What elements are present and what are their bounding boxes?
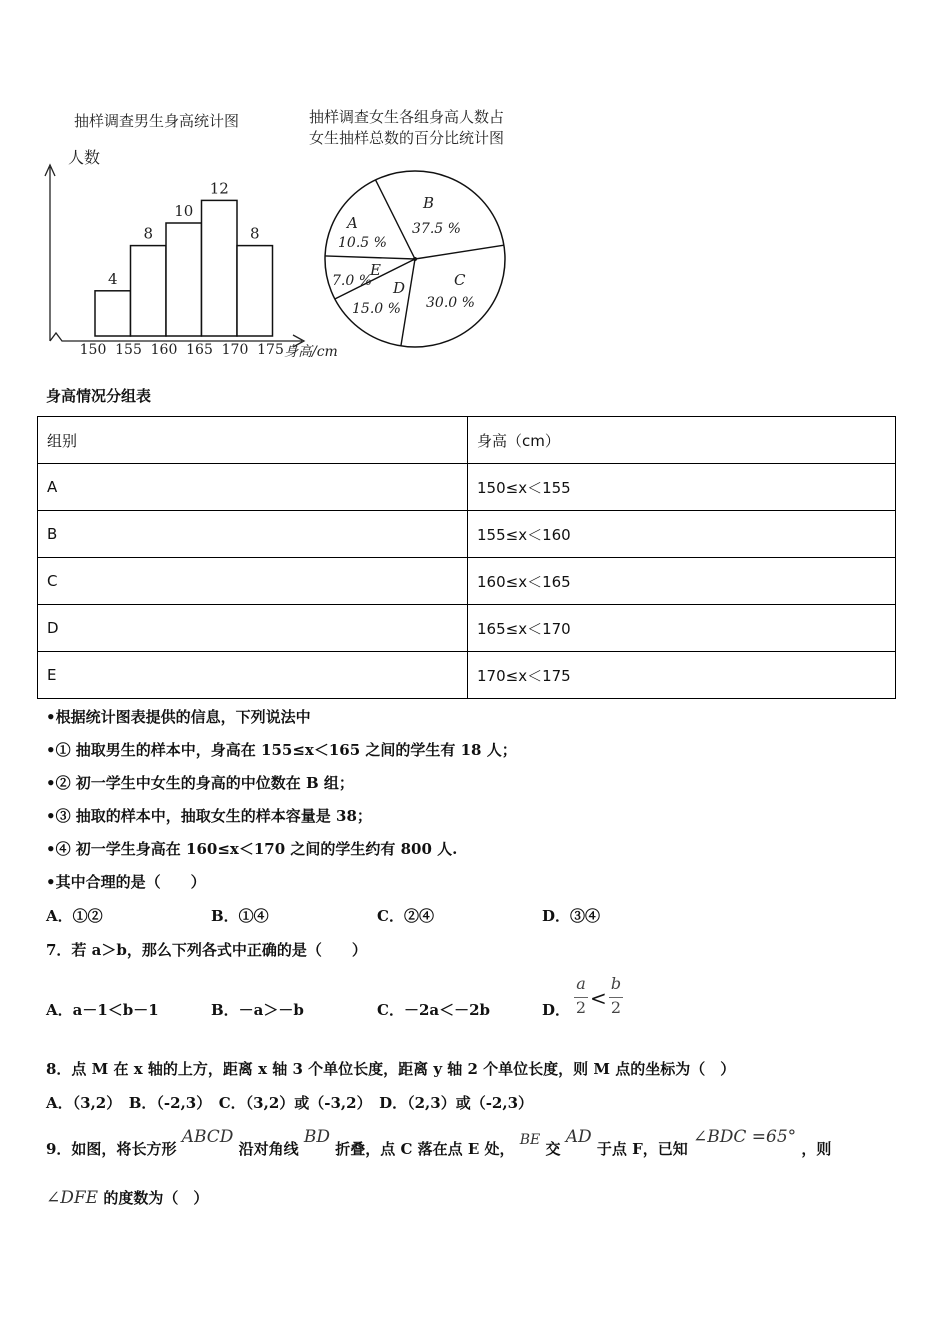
pie-slice-percent-B: 37.5 %: [412, 221, 461, 237]
table-row: [38, 605, 896, 652]
pie-chart-title-line1: 抽样调查女生各组身高人数占: [309, 108, 505, 126]
bar-value-label: 8: [249, 224, 260, 243]
frac-right-numerator: b: [610, 974, 622, 993]
table-row: [38, 511, 896, 558]
height-group-table: [37, 416, 896, 699]
table-caption: 身高情况分组表: [46, 387, 152, 405]
header-group: 组别: [38, 417, 468, 464]
q7-option-b: B．－a＞－b: [211, 1001, 304, 1019]
q9-math-be: BE: [519, 1132, 541, 1148]
header-height: 身高（cm）: [468, 417, 896, 464]
pie-chart: [320, 165, 520, 355]
cell-height-range: 150≤x＜155: [468, 464, 896, 511]
cell-height-range: 160≤x＜165: [468, 558, 896, 605]
bar-value-label: 12: [209, 179, 229, 198]
y-axis-label: 人数: [68, 148, 101, 167]
q6-option-a: A．①②: [46, 907, 103, 925]
q9-text-4: 交: [545, 1140, 561, 1158]
q9-text-7: 的度数为（ ）: [103, 1189, 209, 1207]
table-row: [38, 464, 896, 511]
q9-math-abcd: ABCD: [181, 1127, 234, 1147]
q7-option-a: A．a－1＜b－1: [46, 1001, 159, 1019]
q6-option-d: D．③④: [542, 907, 601, 925]
bar-chart: [36, 145, 338, 365]
bar-160-165: [166, 223, 202, 336]
table-row: [38, 558, 896, 605]
q6-line-5: •④ 初一学生身高在 160≤x＜170 之间的学生约有 800 人.: [46, 840, 458, 858]
bar-value-label: 4: [107, 269, 118, 288]
bar-170-175: [237, 246, 273, 336]
q7-option-d: D．: [542, 1001, 571, 1019]
q6-option-c: C．②④: [377, 907, 434, 925]
pie-slice-label-C: C: [454, 271, 466, 289]
frac-less-than: <: [590, 986, 607, 1010]
frac-left-denominator: 2: [575, 998, 587, 1017]
x-tick-label: 170: [221, 342, 249, 358]
x-tick-label: 155: [115, 342, 142, 358]
q9-math-angle-dfe: ∠DFE: [46, 1188, 99, 1208]
x-tick-label: 160: [150, 342, 178, 358]
table-header-row: [38, 417, 896, 464]
q9-text-1: 9．如图，将长方形: [46, 1140, 177, 1158]
pie-center-dot: [413, 257, 417, 261]
pie-slice-label-D: D: [393, 279, 406, 297]
q6-option-b: B．①④: [211, 907, 269, 925]
q7-stem: 7．若 a＞b，那么下列各式中正确的是（ ）: [46, 941, 367, 959]
cell-group: A: [38, 464, 468, 511]
pie-slice-percent-D: 15.0 %: [352, 301, 401, 317]
cell-height-range: 165≤x＜170: [468, 605, 896, 652]
bar-value-label: 8: [143, 224, 154, 243]
cell-group: B: [38, 511, 468, 558]
pie-slice-label-B: B: [423, 194, 435, 212]
x-tick-label: 150: [79, 342, 107, 358]
cell-group: E: [38, 652, 468, 699]
pie-chart-title-line2: 女生抽样总数的百分比统计图: [309, 129, 505, 147]
bar-value-label: 10: [174, 202, 194, 220]
frac-right-denominator: 2: [610, 998, 622, 1017]
q9-math-bd: BD: [303, 1127, 331, 1147]
q9-stem-line1: [46, 1127, 832, 1159]
bar-150-155: [95, 291, 131, 336]
q9-math-ad: AD: [565, 1127, 592, 1147]
q8-options: A．（3,2） B．（-2,3） C．（3,2）或（-3,2） D．（2,3）或（-2,3）: [46, 1094, 534, 1112]
q6-line-3: •② 初一学生中女生的身高的中位数在 B 组；: [46, 774, 354, 792]
cell-group: D: [38, 605, 468, 652]
q9-text-5: 于点 F，已知: [596, 1140, 688, 1158]
bar-165-170: [202, 200, 238, 336]
q6-line-4: •③ 抽取的样本中，抽取女生的样本容量是 38；: [46, 807, 372, 825]
q7-option-c: C．－2a＜－2b: [377, 1001, 491, 1019]
pie-slice-percent-E: 7.0 %: [332, 273, 373, 289]
x-tick-label: 175: [257, 342, 284, 358]
table-row: [38, 652, 896, 699]
q8-stem: 8．点 M 在 x 轴的上方，距离 x 轴 3 个单位长度，距离 y 轴 2 个单位长度，则 M 点的坐标为（ ）: [46, 1060, 736, 1078]
cell-height-range: 155≤x＜160: [468, 511, 896, 558]
x-tick-label: 165: [186, 342, 213, 358]
cell-height-range: 170≤x＜175: [468, 652, 896, 699]
q6-line-6: •其中合理的是（ ）: [46, 873, 206, 891]
pie-slice-percent-A: 10.5 %: [338, 235, 387, 251]
q9-text-2: 沿对角线: [238, 1140, 299, 1158]
bar-chart-title: 抽样调查男生身高统计图: [74, 112, 240, 130]
q6-line-1: •根据统计图表提供的信息，下列说法中: [46, 708, 311, 726]
q6-line-2: •① 抽取男生的样本中，身高在 155≤x＜165 之间的学生有 18 人；: [46, 741, 517, 759]
q9-stem-line2: [46, 1187, 208, 1208]
q9-text-3: 折叠，点 C 落在点 E 处，: [335, 1140, 515, 1158]
cell-group: C: [38, 558, 468, 605]
q9-math-angle-bdc: ∠BDC =65°: [693, 1127, 797, 1147]
pie-slice-label-A: A: [347, 214, 358, 232]
pie-slice-percent-C: 30.0 %: [426, 295, 475, 311]
bar-155-160: [131, 246, 167, 336]
frac-left-numerator: a: [576, 974, 586, 993]
pie-slice-label-E: E: [370, 261, 381, 279]
q9-text-6: ，则: [801, 1140, 832, 1158]
x-axis-label: 身高/cm: [284, 344, 338, 360]
